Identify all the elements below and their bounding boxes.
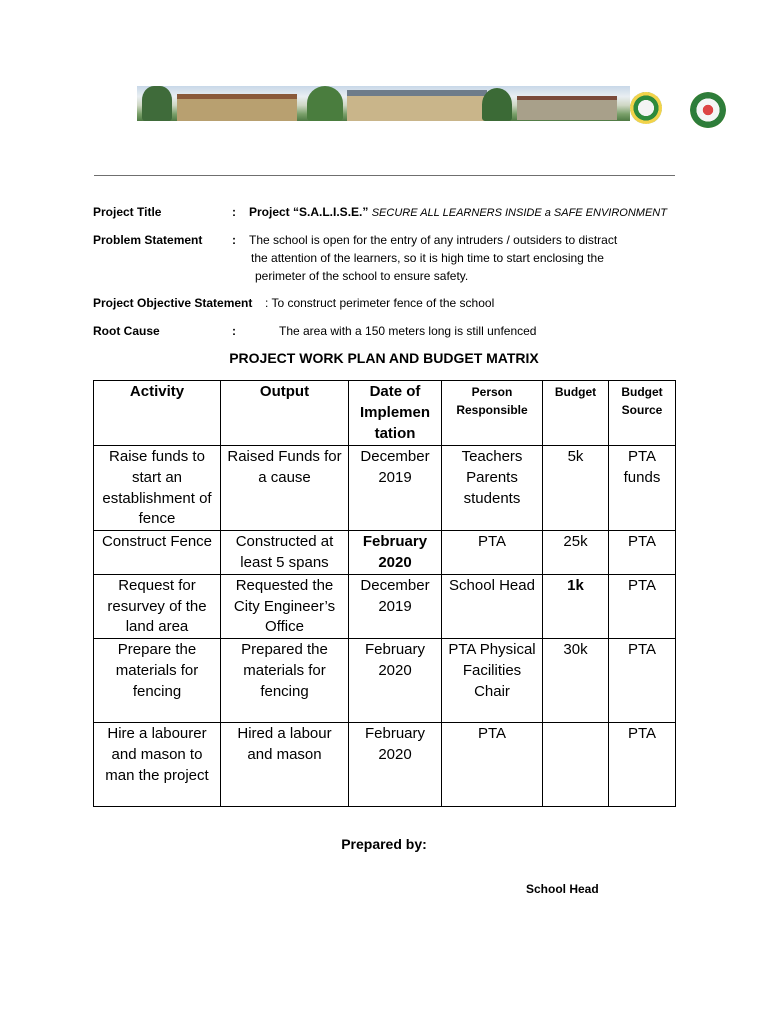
cell-output: Requested the City Engineer’s Office: [221, 574, 349, 638]
school-building-shape: [177, 94, 297, 121]
header-source: Budget Source: [609, 381, 676, 446]
matrix-title: PROJECT WORK PLAN AND BUDGET MATRIX: [229, 350, 539, 366]
cell-budget: 25k: [543, 531, 609, 575]
work-plan-table: [93, 380, 676, 807]
cell-date: February 2020: [349, 531, 442, 575]
signer-title: School Head: [526, 882, 599, 896]
table-row: [94, 574, 676, 638]
header-date: Date of Implemen tation: [349, 381, 442, 446]
table-row: [94, 639, 676, 723]
cell-person: Teachers Parents students: [442, 446, 543, 531]
prepared-by-label: Prepared by:: [341, 836, 427, 852]
header-divider: [94, 175, 675, 176]
header-output: Output: [221, 381, 349, 446]
cell-date: February 2020: [349, 723, 442, 807]
cell-activity: Raise funds to start an establishment of fence: [94, 446, 221, 531]
school-logo-icon: [630, 92, 662, 124]
cell-person: PTA: [442, 723, 543, 807]
project-title-value: [249, 205, 667, 219]
table-row: [94, 531, 676, 575]
tree-shape: [482, 88, 512, 121]
header-budget: Budget: [543, 381, 609, 446]
cell-source: PTA funds: [609, 446, 676, 531]
colon: :: [232, 324, 236, 338]
project-title-label: Project Title: [93, 205, 162, 219]
division-seal-icon: [690, 92, 726, 128]
school-banner-photo: [137, 86, 630, 121]
cell-date: December 2019: [349, 446, 442, 531]
cell-output: Prepared the materials for fencing: [221, 639, 349, 723]
header-activity: Activity: [94, 381, 221, 446]
cell-person: PTA: [442, 531, 543, 575]
problem-line-2: the attention of the learners, so it is high time to start enclosing the: [251, 251, 604, 265]
colon: :: [232, 205, 236, 219]
tree-shape: [307, 86, 343, 121]
cell-person: PTA Physical Facilities Chair: [442, 639, 543, 723]
project-title-main: Project “S.A.L.I.S.E.”: [249, 205, 369, 219]
cell-budget: [543, 723, 609, 807]
school-building-shape: [517, 96, 617, 120]
cell-output: Raised Funds for a cause: [221, 446, 349, 531]
problem-statement-label: Problem Statement: [93, 233, 203, 247]
objective-label: Project Objective Statement: [93, 296, 253, 310]
cell-activity: Hire a labourer and mason to man the project: [94, 723, 221, 807]
project-title-sub: SECURE ALL LEARNERS INSIDE a SAFE ENVIRONMENT: [371, 207, 667, 219]
cell-budget: 1k: [543, 574, 609, 638]
cell-budget: 5k: [543, 446, 609, 531]
colon: :: [232, 233, 236, 247]
header-person: Person Responsible: [442, 381, 543, 446]
cell-activity: Request for resurvey of the land area: [94, 574, 221, 638]
cell-source: PTA: [609, 723, 676, 807]
root-cause-label: Root Cause: [93, 324, 160, 338]
cell-activity: Prepare the materials for fencing: [94, 639, 221, 723]
tree-shape: [142, 86, 172, 121]
cell-budget: 30k: [543, 639, 609, 723]
table-header-row: [94, 381, 676, 446]
cell-date: February 2020: [349, 639, 442, 723]
cell-source: PTA: [609, 639, 676, 723]
problem-line-3: perimeter of the school to ensure safety.: [255, 269, 469, 283]
objective-value: : To construct perimeter fence of the school: [265, 296, 495, 310]
problem-line-1: The school is open for the entry of any intruders / outsiders to distract: [249, 233, 618, 247]
cell-output: Constructed at least 5 spans: [221, 531, 349, 575]
cell-activity: Construct Fence: [94, 531, 221, 575]
table-row: [94, 723, 676, 807]
table-row: [94, 446, 676, 531]
school-building-shape: [347, 90, 487, 121]
cell-output: Hired a labour and mason: [221, 723, 349, 807]
root-cause-value: The area with a 150 meters long is still unfenced: [279, 324, 537, 338]
cell-date: December 2019: [349, 574, 442, 638]
cell-source: PTA: [609, 531, 676, 575]
cell-person: School Head: [442, 574, 543, 638]
cell-source: PTA: [609, 574, 676, 638]
